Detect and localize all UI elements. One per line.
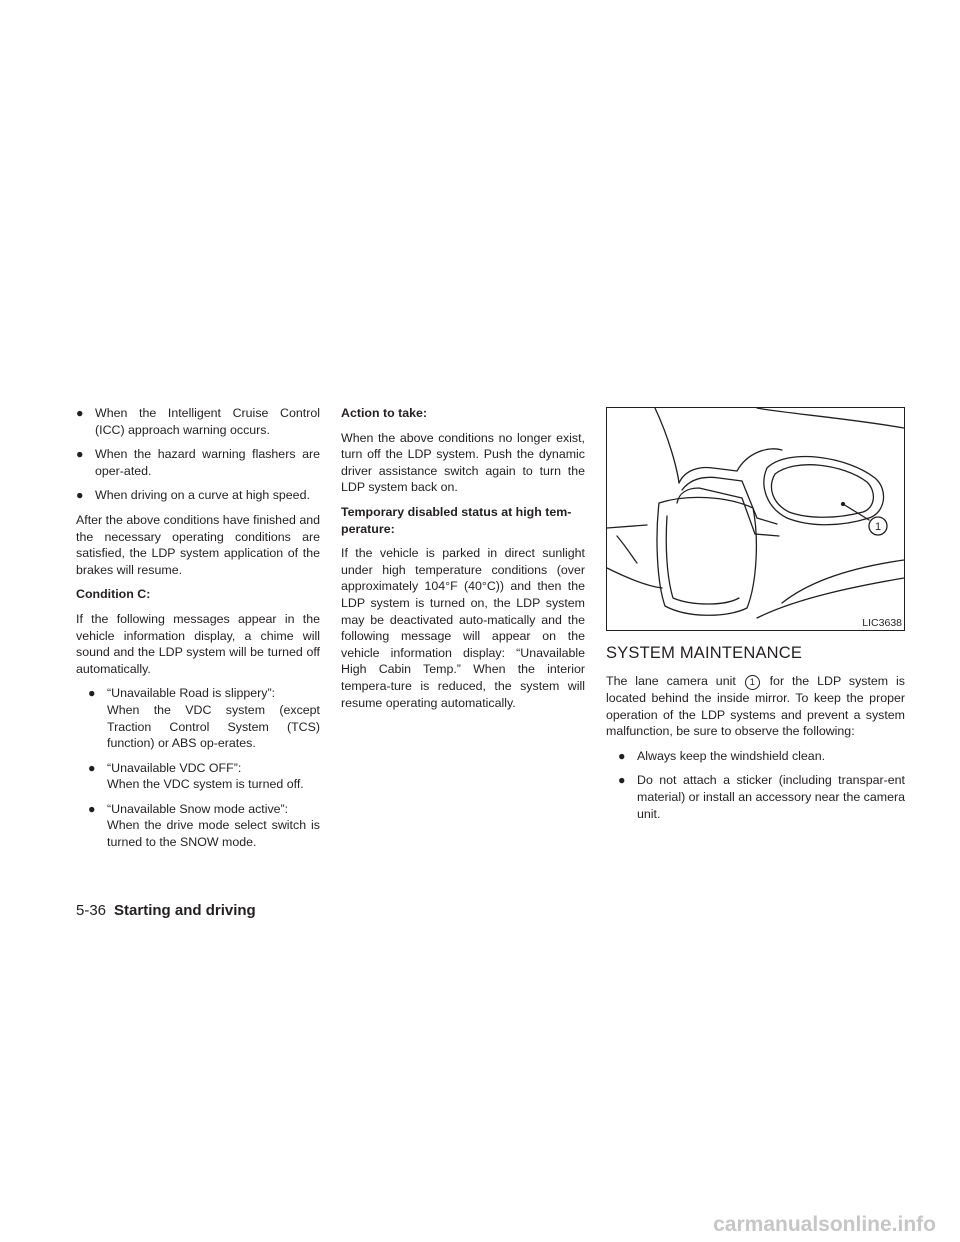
camera-housing (682, 477, 742, 490)
camera-cover (657, 497, 756, 615)
column-1 (76, 405, 320, 859)
temp-heading: Temporary disabled status at high tem-perature: (341, 504, 572, 536)
dash-line (617, 536, 637, 563)
column-3 (606, 405, 905, 830)
message-title: “Unavailable VDC OFF”: (107, 760, 242, 775)
condition-c-heading: Condition C: (76, 587, 151, 602)
mirror-body (764, 457, 884, 525)
bullet-icon: ● (76, 406, 84, 420)
camera-housing (679, 449, 782, 483)
camera-illustration (607, 408, 904, 630)
bullet-icon: ● (88, 801, 96, 816)
page-number: 5-36 (76, 902, 107, 919)
bullet-icon: ● (76, 488, 84, 503)
bullet-item: ● Do not attach a sticker (including transpar-ent material) or install an accessory near the camera unit. (618, 773, 905, 821)
message-text: When the VDC system (except Traction Control System (TCS) function) or ABS op-erates. (107, 702, 320, 751)
dash-line (607, 525, 647, 528)
page-footer (76, 901, 256, 921)
message-text: When the drive mode select switch is turned to the SNOW mode. (107, 818, 320, 850)
windshield-line (655, 408, 679, 483)
section-title: Starting and driving (114, 902, 256, 919)
message-item (88, 801, 320, 851)
bullet-icon: ● (76, 447, 84, 462)
message-title: “Unavailable Snow mode active”: (107, 801, 289, 816)
bullet-icon: ● (88, 760, 96, 775)
bullet-item: ● When driving on a curve at high speed. (76, 488, 310, 503)
bullet-item: ● When the hazard warning flashers are oper-ated. (76, 447, 320, 478)
mount-stem (742, 498, 779, 536)
callout-number: 1 (874, 521, 882, 533)
bullet-item: ● Always keep the windshield clean. (618, 748, 826, 763)
paragraph: When the above conditions no longer exist, turn off the LDP system. Push the dynamic driver assistance switch again to turn the LDP system back on. (341, 430, 585, 495)
column-2 (341, 405, 585, 719)
message-title: “Unavailable Road is slippery”: (107, 686, 276, 701)
message-item (88, 685, 320, 751)
bullet-icon: ● (618, 773, 626, 788)
message-text: When the VDC system is turned off. (107, 777, 304, 792)
camera-figure (606, 407, 905, 631)
watermark: carmanualsonline.info (713, 1213, 936, 1236)
bullet-icon: ● (88, 686, 96, 701)
camera-cover-edge (666, 516, 739, 604)
mirror-glass (771, 465, 873, 518)
action-heading: Action to take: (341, 406, 428, 420)
wire-line (757, 578, 904, 618)
dash-line (607, 568, 662, 588)
message-item (88, 760, 320, 793)
paragraph: The lane camera unit 1 for the LDP system is located behind the inside mirror. To keep the proper operation of the LDP systems and prevent a system malfunction, be sure to observe the following: (606, 674, 905, 739)
bullet-item: ● When the Intelligent Cruise Control (ICC) approach warning occurs. (76, 406, 320, 437)
paragraph: If the vehicle is parked in direct sunlight under high temperature conditions (over approximately 104°F (40°C)) and then the LDP system is turned on, the LDP system may be deactivated auto-matically and the following message will appear on the vehicle information display: “Unavailable High Cabin Temp.” When the interior tempera-ture is reduced, the system will resume operating automatically. (341, 546, 585, 710)
paragraph: If the following messages appear in the vehicle information display, a chime will sound and the LDP system will be turned off automatically. (76, 611, 320, 676)
bullet-icon: ● (618, 748, 626, 763)
callout-marker: 1 (745, 675, 760, 690)
figure-id: LIC3638 (862, 617, 902, 629)
leader-line (843, 504, 869, 520)
paragraph: After the above conditions have finished and the necessary operating conditions are satisfied, the LDP system application of the brakes will resume. (76, 512, 320, 577)
headliner-line (757, 408, 904, 428)
section-heading: SYSTEM MAINTENANCE (606, 644, 803, 662)
